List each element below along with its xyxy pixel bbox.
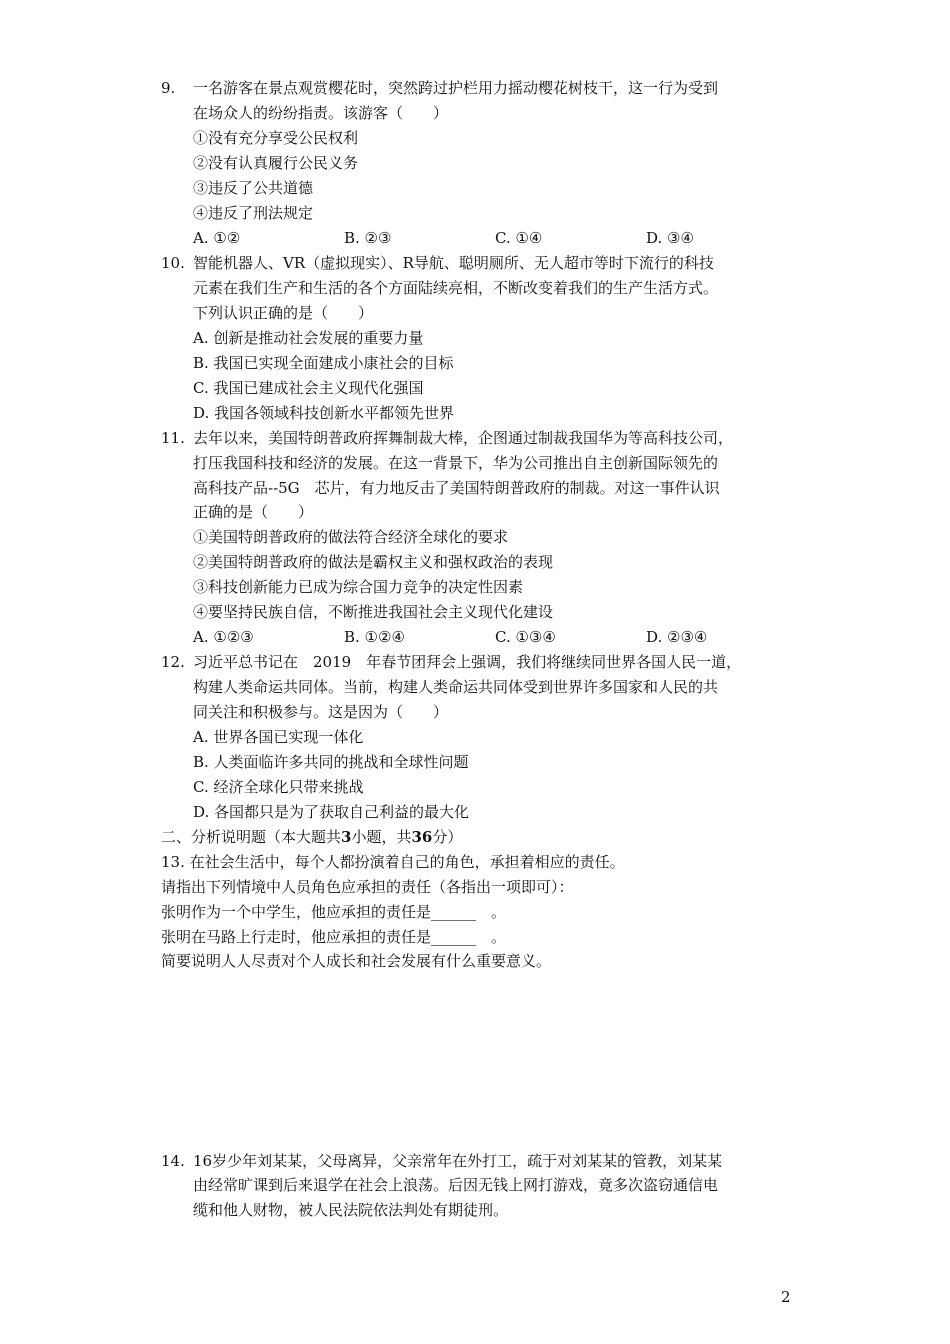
question-11-stem-line-1: 去年以来，美国特朗普政府挥舞制裁大棒，企图通过制裁我国华为等高科技公司， [193, 429, 734, 447]
question-13-line-3: 张明作为一个中学生，他应承担的责任是______ 。 [161, 903, 507, 921]
question-13-line-5: 简要说明人人尽责对个人成长和社会发展有什么重要意义。 [161, 952, 552, 970]
question-10-choice-a: A. 创新是推动社会发展的重要力量 [193, 329, 424, 347]
question-14-number: 14. [161, 1152, 185, 1170]
question-11-choice-a: A. ①②③ [193, 628, 254, 646]
question-12-number: 12. [161, 653, 185, 671]
question-11-choice-d: D. ②③④ [646, 628, 708, 646]
question-11-item-4: ④要坚持民族自信，不断推进我国社会主义现代化建设 [193, 603, 554, 621]
question-13-line-4: 张明在马路上行走时，他应承担的责任是______ 。 [161, 928, 507, 946]
question-9-choice-c: C. ①④ [495, 229, 543, 247]
question-10-stem-line-1: 智能机器人、VR（虚拟现实）、R导航、聪明厕所、无人超市等时下流行的科技 [193, 254, 714, 272]
question-11-number: 11. [161, 429, 185, 447]
page-number: 2 [781, 1288, 791, 1306]
section-2-middle: 小题，共 [351, 828, 412, 846]
question-11-item-3: ③科技创新能力已成为综合国力竞争的决定性因素 [193, 578, 524, 596]
question-10-stem-line-2: 元素在我们生产和生活的各个方面陆续亮相，不断改变着我们的生产生活方式。 [193, 279, 719, 297]
section-2-total-score: 36 [411, 828, 433, 846]
question-9-choice-b: B. ②③ [344, 229, 392, 247]
question-11-stem-line-4: 正确的是（ ） [193, 503, 314, 521]
question-12-stem-line-1: 习近平总书记在 2019 年春节团拜会上强调，我们将继续同世界各国人民一道， [193, 653, 742, 671]
question-9-item-2: ②没有认真履行公民义务 [193, 154, 359, 172]
question-10-stem-line-3: 下列认识正确的是（ ） [193, 304, 374, 322]
question-9-item-1: ①没有充分享受公民权利 [193, 129, 359, 147]
question-13-line-1: 13. 在社会生活中，每个人都扮演着自己的角色，承担着相应的责任。 [161, 853, 625, 871]
question-12-stem-line-3: 同关注和积极参与。这是因为（ ） [193, 703, 449, 721]
question-13-line-2: 请指出下列情境中人员角色应承担的责任（各指出一项即可）： [161, 878, 574, 896]
question-10-choice-b: B. 我国已实现全面建成小康社会的目标 [193, 354, 454, 372]
question-12-stem-line-2: 构建人类命运共同体。当前，构建人类命运共同体受到世界许多国家和人民的共 [193, 678, 719, 696]
question-10-choice-c: C. 我国已建成社会主义现代化强国 [193, 379, 424, 397]
question-11-choice-c: C. ①③④ [495, 628, 556, 646]
question-9-stem-line-1: 一名游客在景点观赏樱花时，突然跨过护栏用力摇动樱花树枝干，这一行为受到 [193, 79, 719, 97]
question-14-stem-line-2: 由经常旷课到后来退学在社会上浪荡。后因无钱上网打游戏，竟多次盗窃通信电 [193, 1176, 719, 1194]
question-11-item-1: ①美国特朗普政府的做法符合经济全球化的要求 [193, 528, 509, 546]
question-9-item-4: ④违反了刑法规定 [193, 204, 314, 222]
section-2-heading [161, 827, 462, 847]
question-10-number: 10. [161, 254, 185, 272]
question-9-stem-line-2: 在场众人的纷纷指责。该游客（ ） [193, 104, 449, 122]
question-14-stem-line-1: 16岁少年刘某某，父母离异，父亲常年在外打工，疏于对刘某某的管教，刘某某 [193, 1152, 723, 1170]
question-9-choice-a: A. ①② [193, 229, 241, 247]
question-11-stem-line-2: 打压我国科技和经济的发展。在这一背景下，华为公司推出自主创新国际领先的 [193, 454, 719, 472]
question-12-choice-d: D. 各国都只是为了获取自己利益的最大化 [193, 803, 470, 821]
question-11-item-2: ②美国特朗普政府的做法是霸权主义和强权政治的表现 [193, 553, 554, 571]
question-12-choice-b: B. 人类面临许多共同的挑战和全球性问题 [193, 753, 469, 771]
question-12-choice-c: C. 经济全球化只带来挑战 [193, 778, 364, 796]
question-14-stem-line-3: 缆和他人财物，被人民法院依法判处有期徒刑。 [193, 1201, 509, 1219]
question-10-choice-d: D. 我国各领域科技创新水平都领先世界 [193, 404, 455, 422]
question-12-choice-a: A. 世界各国已实现一体化 [193, 728, 364, 746]
question-9-choice-d: D. ③④ [646, 229, 694, 247]
question-11-choice-b: B. ①②④ [344, 628, 405, 646]
section-2-question-count: 3 [341, 828, 352, 846]
question-9-number: 9. [161, 79, 176, 97]
section-2-prefix: 二、分析说明题（本大题共 [161, 828, 342, 846]
question-9-item-3: ③违反了公共道德 [193, 179, 314, 197]
section-2-suffix: 分） [432, 828, 463, 846]
question-11-stem-line-3: 高科技产品--5G 芯片，有力地反击了美国特朗普政府的制裁。对这一事件认识 [193, 479, 720, 497]
